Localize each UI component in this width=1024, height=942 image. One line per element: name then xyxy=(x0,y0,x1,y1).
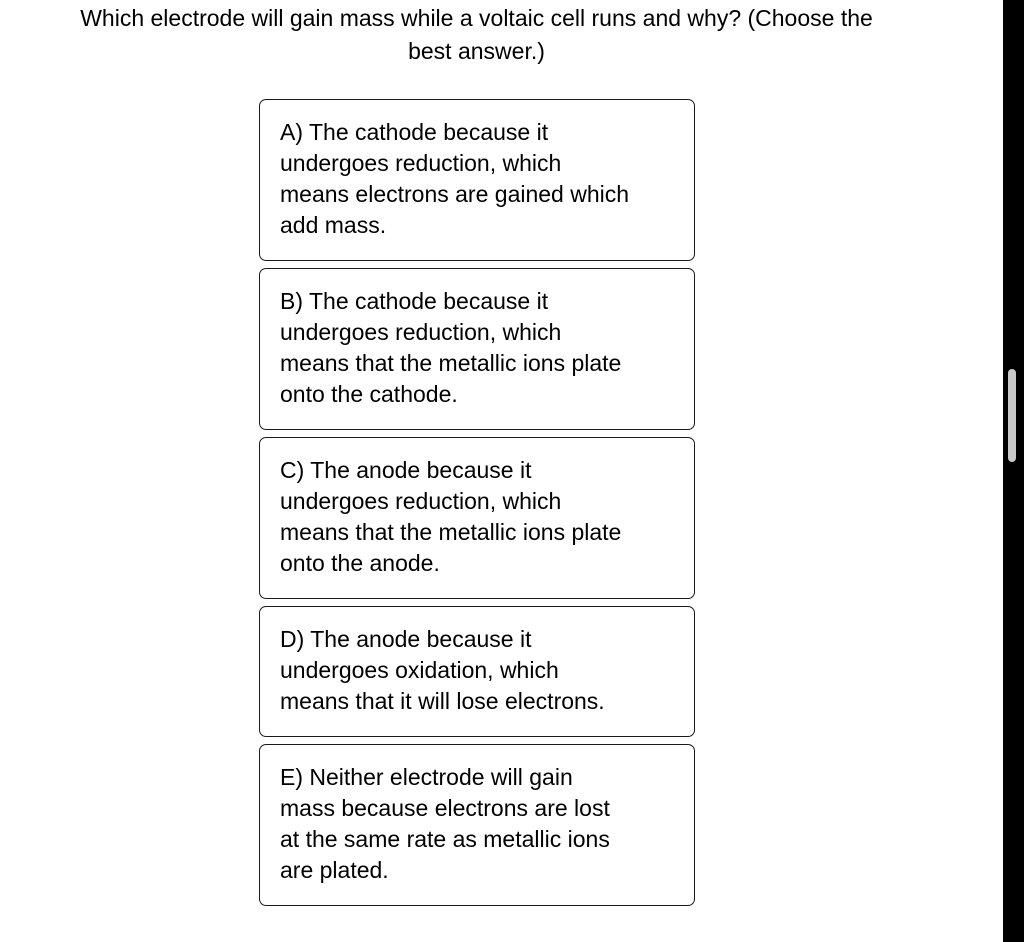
option-a-line-2: undergoes reduction, which xyxy=(280,150,562,176)
option-d-line-3: means that it will lose electrons. xyxy=(280,688,605,714)
option-e-line-4: are plated. xyxy=(280,857,389,883)
scrollbar-track[interactable] xyxy=(1003,0,1024,942)
answer-options xyxy=(259,99,695,913)
option-c-line-2: undergoes reduction, which xyxy=(280,488,562,514)
option-d-line-1: D) The anode because it xyxy=(280,626,532,652)
scrollbar-thumb[interactable] xyxy=(1008,369,1016,462)
option-a-line-1: A) The cathode because it xyxy=(280,119,549,145)
option-b-line-4: onto the cathode. xyxy=(280,381,458,407)
option-a-button[interactable] xyxy=(259,99,695,261)
option-b-line-2: undergoes reduction, which xyxy=(280,319,562,345)
question-line-1: Which electrode will gain mass while a voltaic cell runs and why? (Choose the xyxy=(80,5,873,31)
option-d-button[interactable] xyxy=(259,606,695,737)
option-d-line-2: undergoes oxidation, which xyxy=(280,657,559,683)
option-c-line-1: C) The anode because it xyxy=(280,457,532,483)
option-b-line-3: means that the metallic ions plate xyxy=(280,350,622,376)
option-e-line-1: E) Neither electrode will gain xyxy=(280,764,573,790)
option-b-line-1: B) The cathode because it xyxy=(280,288,549,314)
option-e-button[interactable] xyxy=(259,744,695,906)
option-c-line-3: means that the metallic ions plate xyxy=(280,519,622,545)
option-a-line-4: add mass. xyxy=(280,212,387,238)
option-a-line-3: means electrons are gained which xyxy=(280,181,630,207)
option-c-line-4: onto the anode. xyxy=(280,550,440,576)
question-text xyxy=(20,2,933,68)
option-b-button[interactable] xyxy=(259,268,695,430)
option-e-line-3: at the same rate as metallic ions xyxy=(280,826,610,852)
option-c-button[interactable] xyxy=(259,437,695,599)
option-e-line-2: mass because electrons are lost xyxy=(280,795,610,821)
question-line-2: best answer.) xyxy=(408,38,545,64)
